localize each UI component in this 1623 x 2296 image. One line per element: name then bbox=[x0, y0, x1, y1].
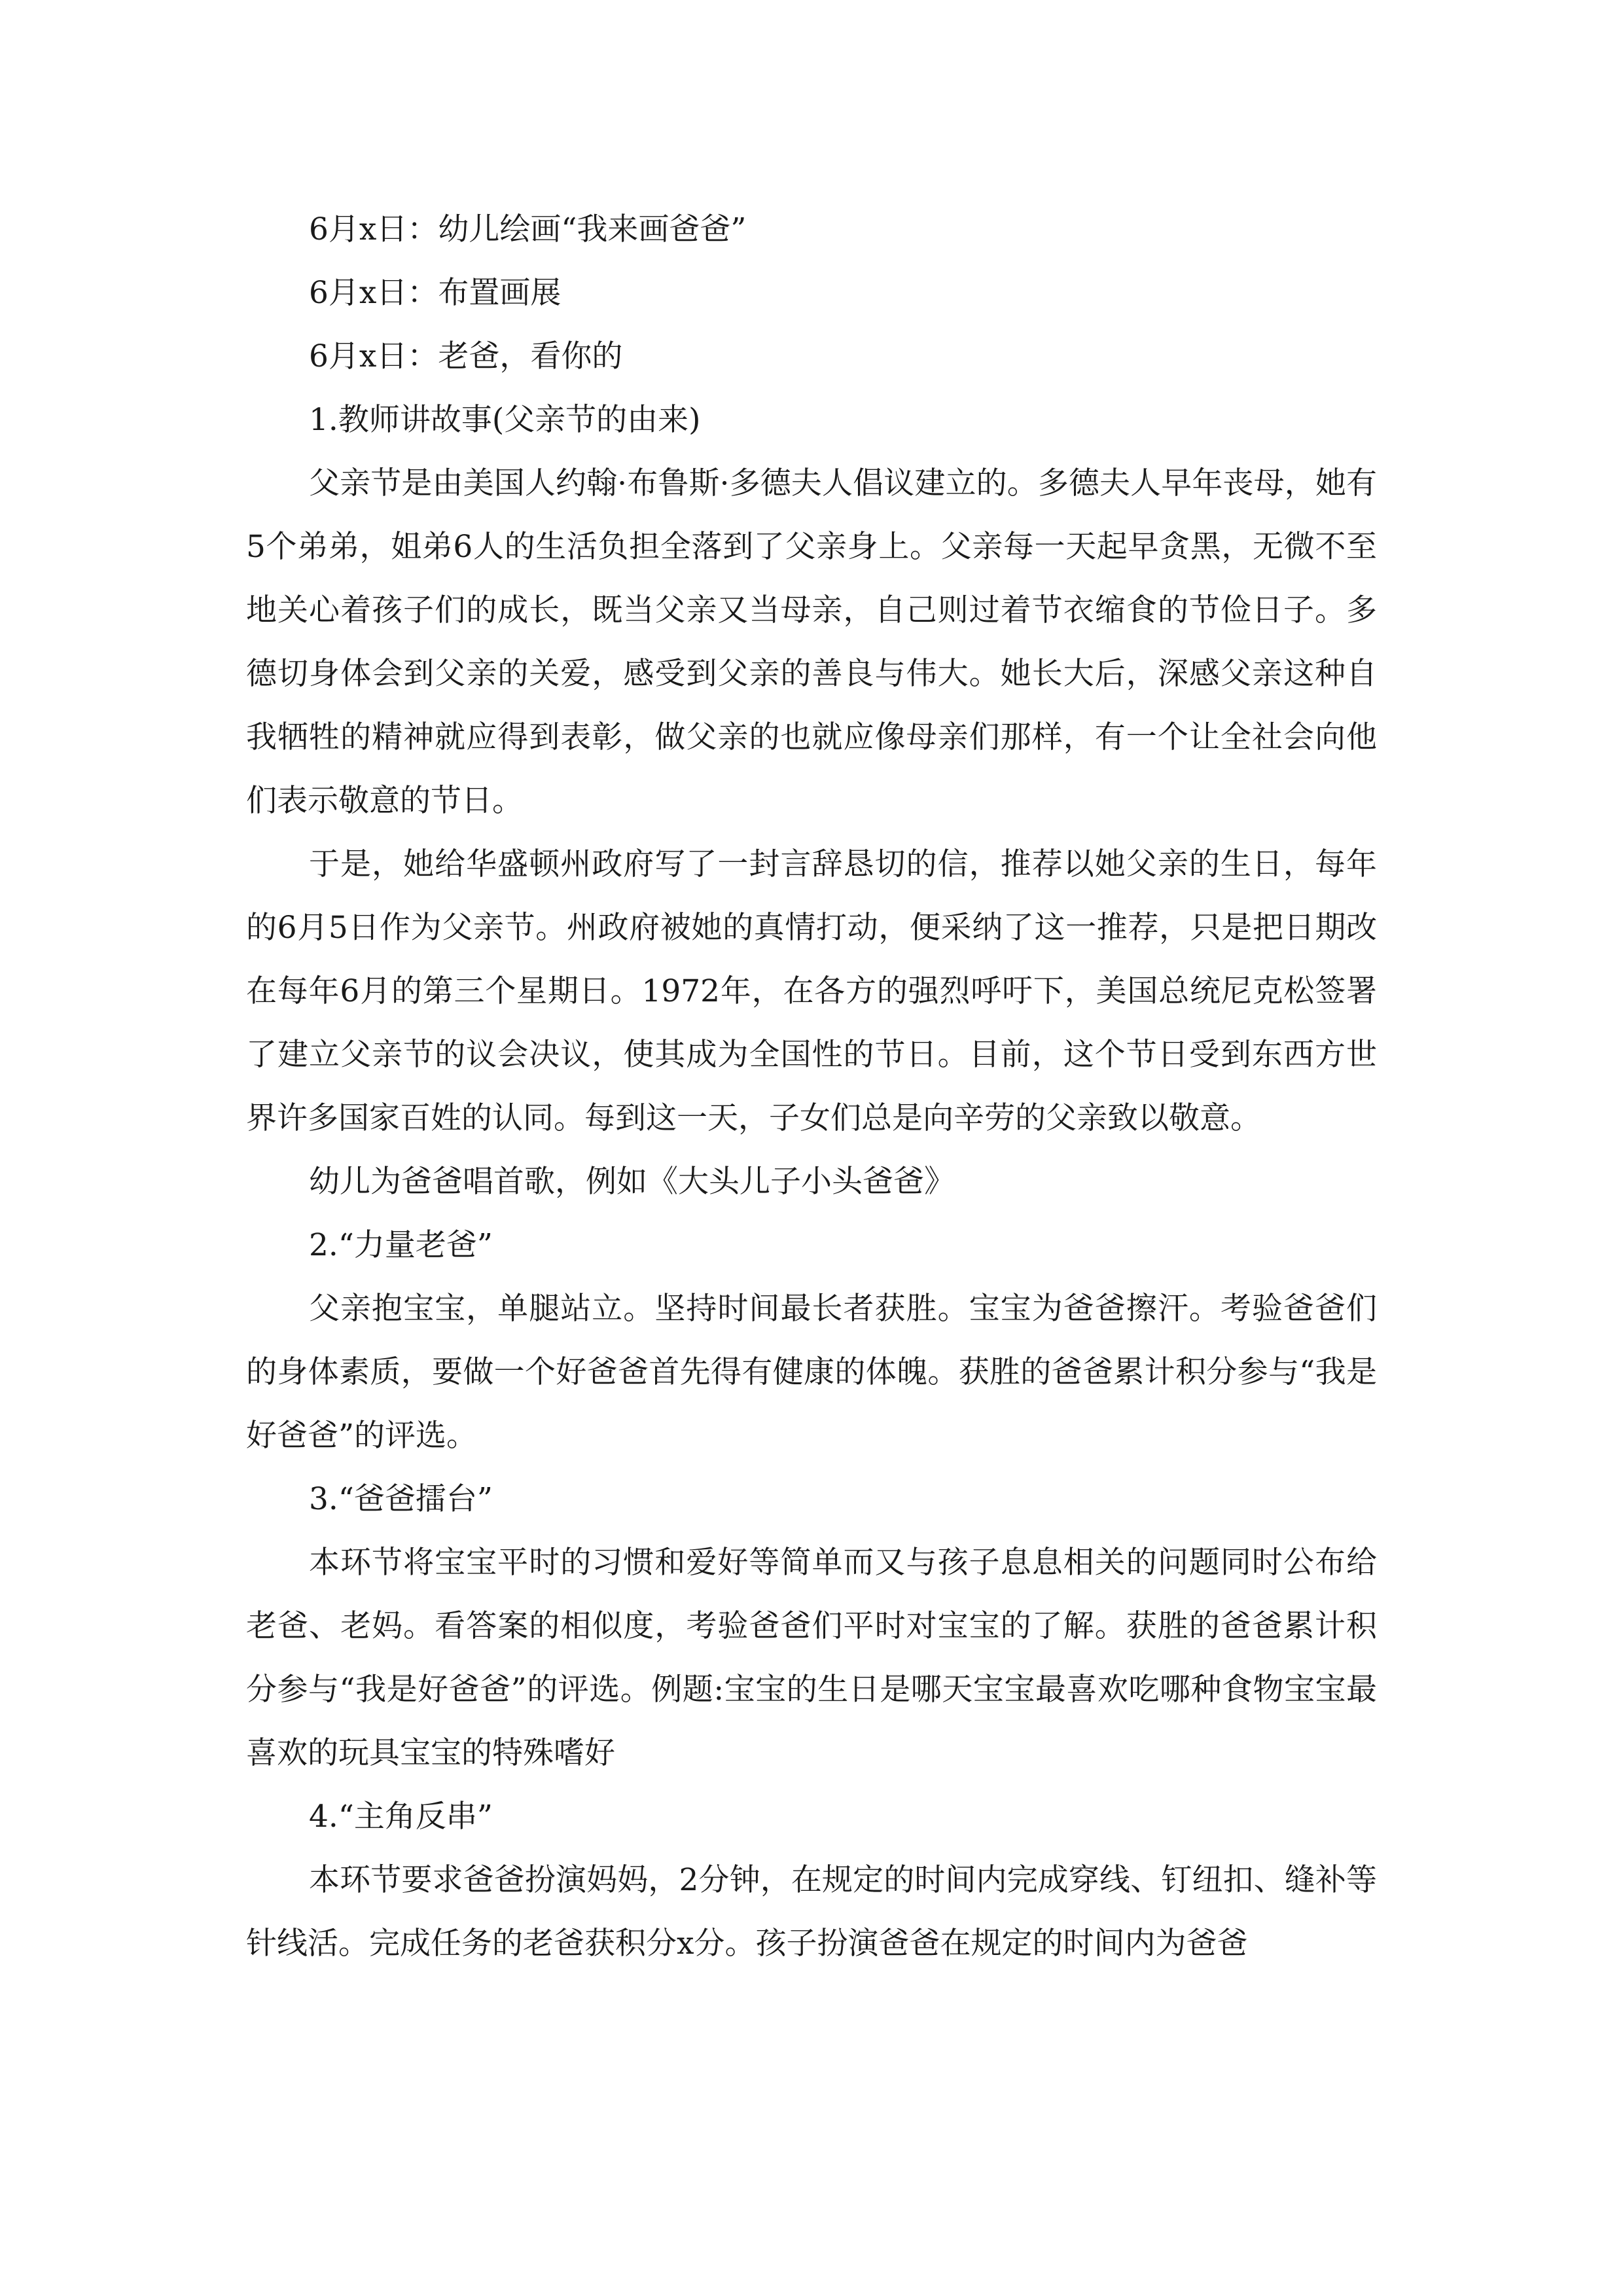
schedule-line-show: 6月x日：老爸，看你的 bbox=[309, 338, 623, 374]
schedule-line-exhibition: 6月x日：布置画展 bbox=[309, 275, 562, 311]
document-body bbox=[246, 198, 1377, 1975]
section-heading-role-swap: 4.“主角反串” bbox=[309, 1799, 493, 1835]
paragraph-role-swap: 本环节要求爸爸扮演妈妈，2分钟，在规定的时间内完成穿线、钉纽扣、缝补等针线活。完成任务的老爸获积分x分。孩子扮演爸爸在规定的时间内为爸爸 bbox=[246, 1862, 1377, 1962]
song-line: 幼儿为爸爸唱首歌，例如《大头儿子小头爸爸》 bbox=[309, 1164, 955, 1200]
paragraph-origin-1: 父亲节是由美国人约翰·布鲁斯·多德夫人倡议建立的。多德夫人早年丧母，她有5个弟弟，姐弟6人的生活负担全落到了父亲身上。父亲每一天起早贪黑，无微不至地关心着孩子们的成长，既当父亲又当母亲，自己则过着节衣缩食的节俭日子。多德切身体会到父亲的关爱，感受到父亲的善良与伟大。她长大后，深感父亲这种自我牺牲的精神就应得到表彰，做父亲的也就应像母亲们那样，有一个让全社会向他们表示敬意的节日。 bbox=[246, 465, 1377, 819]
section-heading-story: 1.教师讲故事(父亲节的由来) bbox=[309, 402, 701, 438]
section-heading-arena: 3.“爸爸擂台” bbox=[309, 1481, 493, 1517]
paragraph-strength: 父亲抱宝宝，单腿站立。坚持时间最长者获胜。宝宝为爸爸擦汗。考验爸爸们的身体素质，要做一个好爸爸首先得有健康的体魄。获胜的爸爸累计积分参与“我是好爸爸”的评选。 bbox=[246, 1291, 1377, 1454]
paragraph-origin-2: 于是，她给华盛顿州政府写了一封言辞恳切的信，推荐以她父亲的生日，每年的6月5日作为父亲节。州政府被她的真情打动，便采纳了这一推荐，只是把日期改在每年6月的第三个星期日。1972年，在各方的强烈呼吁下，美国总统尼克松签署了建立父亲节的议会决议，使其成为全国性的节日。目前，这个节日受到东西方世界许多国家百姓的认同。每到这一天，子女们总是向辛劳的父亲致以敬意。 bbox=[246, 846, 1377, 1136]
schedule-line-drawing: 6月x日：幼儿绘画“我来画爸爸” bbox=[309, 211, 747, 247]
section-heading-strength: 2.“力量老爸” bbox=[309, 1227, 493, 1263]
paragraph-arena: 本环节将宝宝平时的习惯和爱好等简单而又与孩子息息相关的问题同时公布给老爸、老妈。看答案的相似度，考验爸爸们平时对宝宝的了解。获胜的爸爸累计积分参与“我是好爸爸”的评选。例题:宝宝的生日是哪天宝宝最喜欢吃哪种食物宝宝最喜欢的玩具宝宝的特殊嗜好 bbox=[246, 1545, 1377, 1771]
